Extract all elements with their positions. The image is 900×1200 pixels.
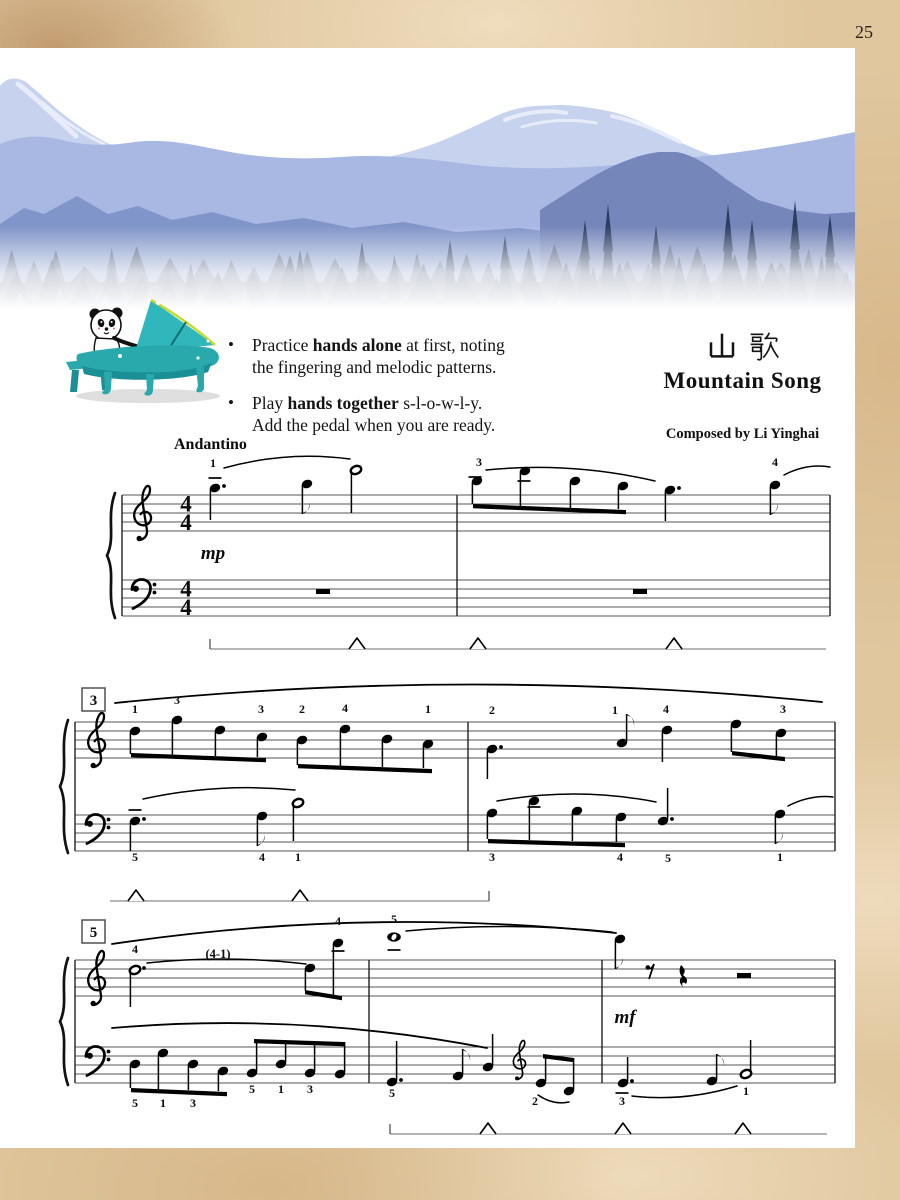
svg-text:3: 3 <box>307 1082 313 1096</box>
svg-text:3: 3 <box>476 455 482 469</box>
svg-text:5: 5 <box>132 1096 138 1110</box>
svg-text:1: 1 <box>210 456 216 470</box>
svg-text:5: 5 <box>391 912 397 926</box>
svg-text:2: 2 <box>299 702 305 716</box>
svg-text:3: 3 <box>258 702 264 716</box>
svg-text:2: 2 <box>532 1094 538 1108</box>
svg-text:mf: mf <box>614 1007 636 1028</box>
svg-text:1: 1 <box>743 1084 749 1098</box>
svg-text:4: 4 <box>259 850 265 864</box>
instruction-text-2: Play hands together s-l-o-w-l-y. Add the pedal when you are ready. <box>252 393 496 435</box>
svg-text:4: 4 <box>132 942 138 956</box>
svg-text:3: 3 <box>174 693 180 707</box>
svg-text:1: 1 <box>612 703 618 717</box>
svg-text:5: 5 <box>665 851 671 865</box>
svg-text:4: 4 <box>663 702 669 716</box>
svg-text:5: 5 <box>389 1086 395 1100</box>
svg-text:4: 4 <box>180 595 192 620</box>
svg-text:4: 4 <box>342 701 348 715</box>
tempo-marking: Andantino <box>174 436 247 453</box>
svg-text:1: 1 <box>425 702 431 716</box>
svg-text:3: 3 <box>190 1096 196 1110</box>
svg-text:4: 4 <box>772 455 778 469</box>
svg-text:4: 4 <box>617 850 623 864</box>
svg-text:3: 3 <box>780 702 786 716</box>
svg-text:(4-1): (4-1) <box>205 947 231 961</box>
svg-text:mp: mp <box>200 543 226 564</box>
svg-text:3: 3 <box>89 693 98 709</box>
svg-text:1: 1 <box>295 850 301 864</box>
svg-text:3: 3 <box>619 1094 625 1108</box>
svg-text:2: 2 <box>489 703 495 717</box>
svg-text:4: 4 <box>180 510 192 535</box>
svg-text:4: 4 <box>335 914 341 928</box>
svg-text:5: 5 <box>249 1082 255 1096</box>
composer-credit: Composed by Li Yinghai <box>665 426 820 442</box>
bullet-icon: • <box>228 393 234 412</box>
svg-text:3: 3 <box>489 850 495 864</box>
svg-text:4: 4 <box>180 491 192 517</box>
svg-text:1: 1 <box>777 850 783 864</box>
page-number: 25 <box>855 22 873 42</box>
svg-text:1: 1 <box>132 702 138 716</box>
svg-text:4: 4 <box>180 576 192 602</box>
instruction-text-1: Practice hands alone at first, noting the fingering and melodic patterns. <box>252 335 505 377</box>
title-english: Mountain Song <box>663 368 822 393</box>
svg-text:1: 1 <box>160 1096 166 1110</box>
bullet-icon: • <box>228 335 234 354</box>
svg-text:5: 5 <box>132 850 138 864</box>
svg-text:5: 5 <box>89 925 98 941</box>
svg-text:1: 1 <box>278 1082 284 1096</box>
